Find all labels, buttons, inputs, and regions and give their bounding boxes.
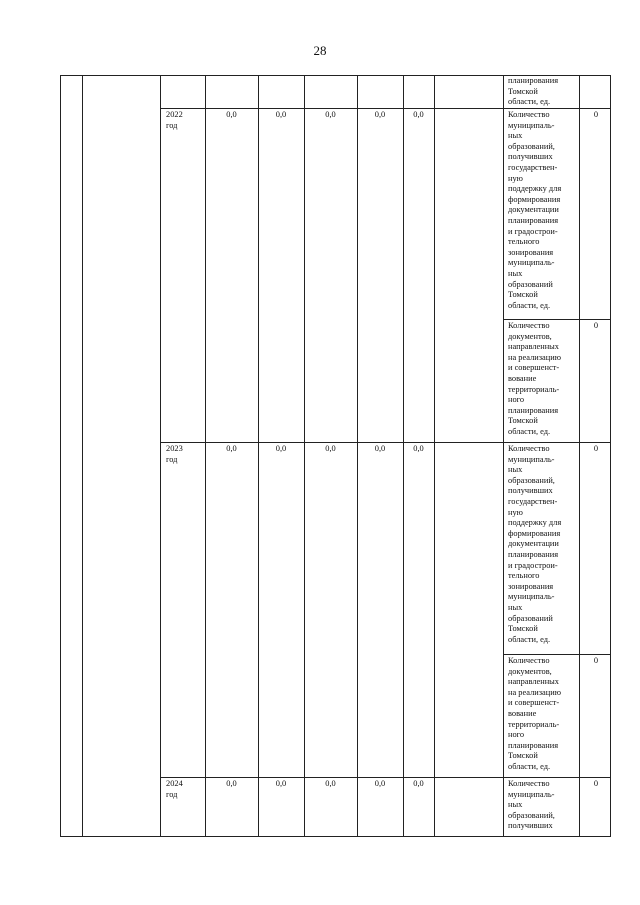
value-cell: 0,0	[226, 444, 237, 453]
indicator-line: тельного	[508, 237, 540, 247]
indicator-text	[508, 110, 580, 311]
indicator-line: получивших	[508, 152, 553, 162]
col-border	[205, 75, 206, 837]
value-cell: 0,0	[226, 779, 237, 788]
indicator-line: ных	[508, 800, 523, 810]
indicator-line: образований,	[508, 475, 555, 485]
indicator-line: формирования	[508, 194, 561, 204]
indicator-line: образований	[508, 279, 553, 289]
indicator-line: вование	[508, 708, 537, 718]
year-cell: 2024 год	[166, 779, 183, 799]
indicator-line: государствен-	[508, 162, 558, 172]
indicator-value: 0	[593, 779, 599, 788]
indicator-line: зонирования	[508, 247, 554, 257]
indicator-line: документов,	[508, 331, 552, 341]
indicator-line: территориаль-	[508, 719, 560, 729]
indicator-line: ную	[508, 173, 523, 183]
indicator-value: 0	[593, 444, 599, 453]
indicator-line: на реализацию	[508, 687, 561, 697]
value-cell: 0,0	[325, 779, 336, 788]
document-table	[60, 75, 610, 837]
year-cell: 2022 год	[166, 110, 183, 130]
row-border	[160, 777, 610, 778]
col-border	[434, 75, 435, 837]
indicator-value: 0	[593, 656, 599, 665]
indicator-line: Количество	[508, 321, 550, 330]
value-cell: 0,0	[226, 110, 237, 119]
row-border	[503, 319, 610, 320]
value-cell: 0,0	[275, 444, 287, 453]
indicator-line: и градострои-	[508, 560, 558, 570]
col-border	[82, 75, 83, 837]
value-cell: 0,0	[275, 110, 287, 119]
indicator-line: Томской	[508, 416, 538, 426]
value-cell: 0,0	[325, 444, 336, 453]
indicator-line: и совершенст-	[508, 363, 560, 373]
indicator-text	[508, 779, 580, 832]
col-border	[304, 75, 305, 837]
indicator-line: государствен-	[508, 496, 558, 506]
col-border	[503, 75, 504, 837]
indicator-line: муниципаль-	[508, 454, 555, 464]
indicator-line: и совершенст-	[508, 698, 560, 708]
indicator-line: Томской	[508, 751, 538, 761]
indicator-line: территориаль-	[508, 384, 560, 394]
col-border	[60, 75, 61, 837]
col-border	[258, 75, 259, 837]
indicator-line: планирования	[508, 215, 559, 225]
col-border	[357, 75, 358, 837]
indicator-text: планирования Томской области, ед.	[508, 76, 559, 107]
indicator-line: образований	[508, 613, 553, 623]
indicator-line: области, ед.	[508, 300, 551, 310]
col-border	[403, 75, 404, 837]
row-border	[503, 654, 610, 655]
value-cell: 0,0	[413, 779, 424, 788]
indicator-line: направленных	[508, 342, 559, 352]
indicator-line: Количество	[508, 779, 550, 788]
indicator-line: Томской	[508, 290, 538, 300]
indicator-value: 0	[593, 110, 599, 119]
indicator-line: образований,	[508, 141, 555, 151]
indicator-line: вование	[508, 373, 537, 383]
indicator-line: Количество	[508, 656, 550, 665]
indicator-value: 0	[593, 321, 599, 330]
indicator-line: ных	[508, 602, 523, 612]
year-cell: 2023 год	[166, 444, 183, 464]
indicator-line: ных	[508, 131, 523, 141]
value-cell: 0,0	[374, 444, 386, 453]
indicator-line: планирования	[508, 740, 559, 750]
indicator-line: документов,	[508, 666, 552, 676]
indicator-line: на реализацию	[508, 352, 561, 362]
indicator-line: области, ед.	[508, 426, 551, 436]
indicator-line: Томской	[508, 624, 538, 634]
indicator-line: муниципаль-	[508, 592, 555, 602]
indicator-line: муниципаль-	[508, 789, 555, 799]
indicator-line: ного	[508, 395, 525, 405]
indicator-line: зонирования	[508, 581, 554, 591]
indicator-line: направленных	[508, 677, 559, 687]
value-cell: 0,0	[275, 779, 287, 788]
indicator-line: ных	[508, 465, 523, 475]
indicator-line: муниципаль-	[508, 120, 555, 130]
indicator-line: получивших	[508, 486, 553, 496]
indicator-line: формирования	[508, 528, 561, 538]
value-cell: 0,0	[374, 779, 386, 788]
row-border	[160, 108, 610, 109]
value-cell: 0,0	[413, 444, 424, 453]
indicator-text	[508, 656, 580, 773]
row-border	[60, 836, 610, 837]
indicator-line: образований,	[508, 810, 555, 820]
indicator-line: Количество	[508, 444, 550, 453]
indicator-line: планирования	[508, 549, 559, 559]
col-border	[610, 75, 611, 837]
indicator-line: муниципаль-	[508, 258, 555, 268]
value-cell: 0,0	[413, 110, 424, 119]
indicator-text	[508, 321, 580, 438]
indicator-line: поддержку для	[508, 518, 562, 528]
page-number: 28	[313, 43, 327, 58]
indicator-line: документации	[508, 539, 559, 549]
col-border	[160, 75, 161, 837]
indicator-line: и градострои-	[508, 226, 558, 236]
indicator-line: тельного	[508, 571, 540, 581]
indicator-line: получивших	[508, 821, 553, 831]
indicator-line: ных	[508, 268, 523, 278]
indicator-line: Количество	[508, 110, 550, 119]
indicator-text	[508, 444, 580, 645]
row-border	[160, 442, 610, 443]
indicator-line: области, ед.	[508, 634, 551, 644]
indicator-line: ную	[508, 507, 523, 517]
value-cell: 0,0	[325, 110, 336, 119]
indicator-line: планирования	[508, 405, 559, 415]
indicator-line: области, ед.	[508, 761, 551, 771]
indicator-line: поддержку для	[508, 184, 562, 194]
indicator-line: ного	[508, 730, 525, 740]
indicator-line: документации	[508, 205, 559, 215]
value-cell: 0,0	[374, 110, 386, 119]
